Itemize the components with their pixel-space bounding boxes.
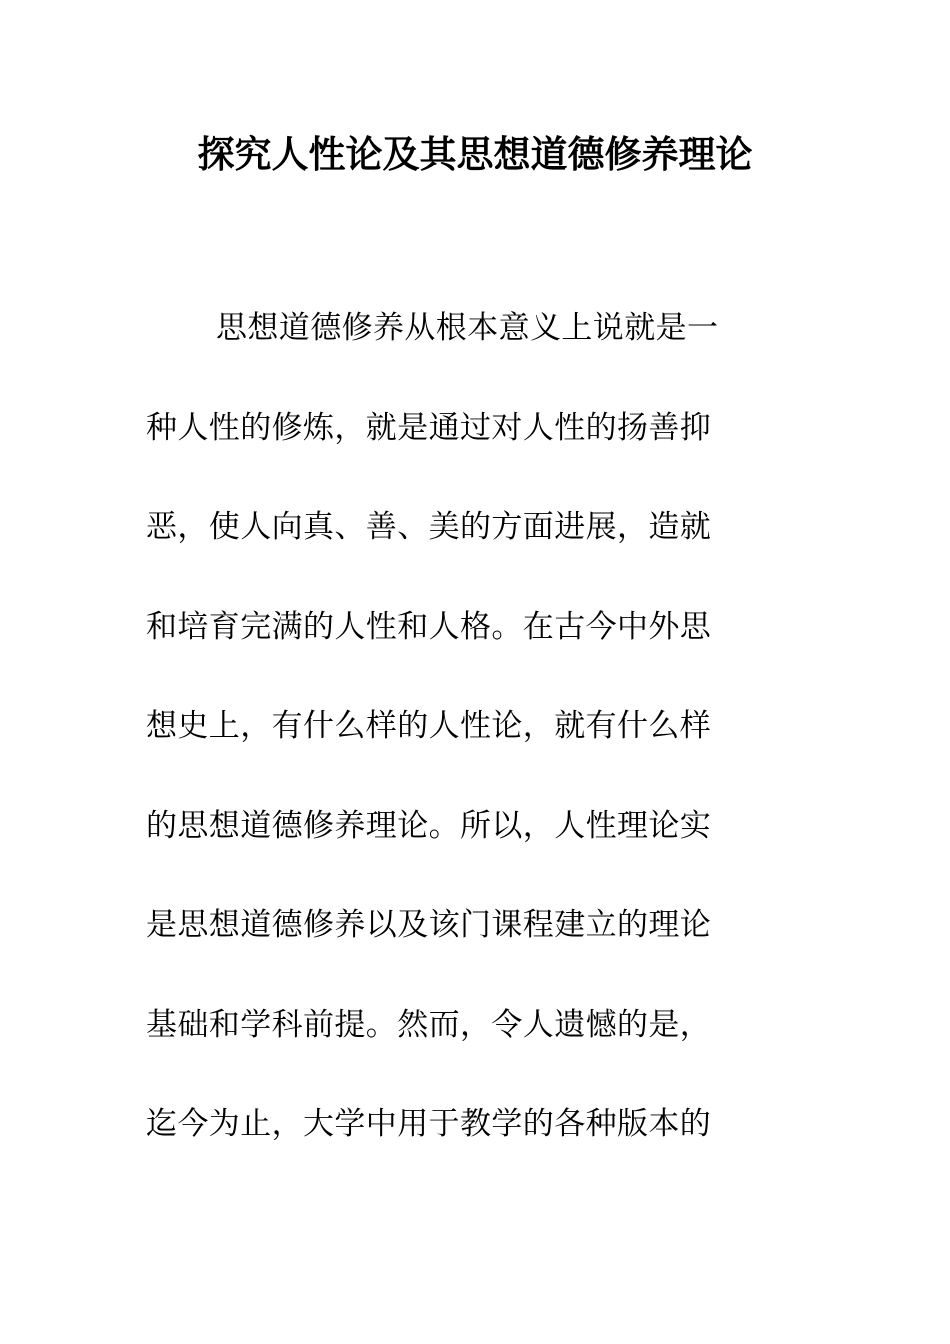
paragraph-line: 恶，使人向真、善、美的方面进展，造就: [146, 509, 712, 545]
paragraph-line: 想史上，有什么样的人性论，就有什么样: [146, 708, 712, 744]
paragraph-line: 思想道德修养从根本意义上说就是一: [216, 310, 719, 346]
paragraph-line: 种人性的修炼，就是通过对人性的扬善抑: [146, 409, 712, 446]
paragraph-line: 迄今为止，大学中用于教学的各种版本的: [146, 1106, 712, 1142]
paragraph-line: 是思想道德修养以及该门课程建立的理论: [146, 907, 712, 943]
paragraph-line: 和培育完满的人性和人格。在古今中外思: [146, 608, 712, 645]
paragraph-line: 的思想道德修养理论。所以，人性理论实: [146, 807, 712, 844]
body-paragraph: [146, 300, 786, 1196]
document-title: 探究人性论及其思想道德修养理论: [197, 132, 753, 176]
paragraph-line: 基础和学科前提。然而，令人遗憾的是，: [146, 1006, 712, 1043]
